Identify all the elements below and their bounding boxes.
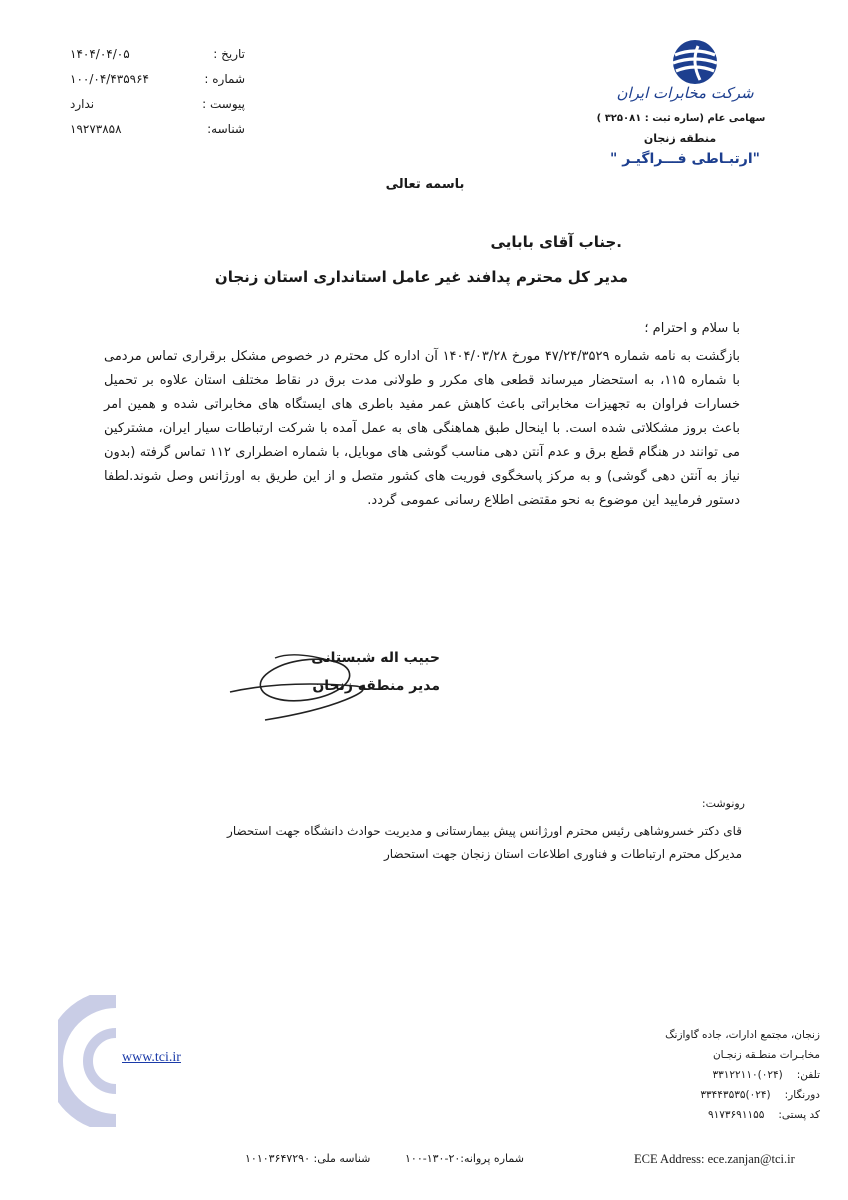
phone-row	[600, 1065, 820, 1085]
meta-id-label: شناسه:	[207, 122, 245, 136]
meta-date-value: ۱۴۰۴/۰۴/۰۵	[70, 47, 130, 61]
meta-id	[70, 117, 245, 142]
invocation: باسمه تعالی	[385, 177, 465, 192]
meta-date-label: تاریخ :	[213, 47, 245, 61]
cc-item: مدیرکل محترم ارتباطات و فناوری اطلاعات استان زنجان جهت استحضار	[383, 847, 742, 861]
website-link[interactable]: www.tci.ir	[122, 1050, 181, 1065]
meta-number-value: ۱۰۰/۰۴/۴۳۵۹۶۴	[70, 72, 149, 86]
phone-value: (۰۲۴)۳۳۱۲۲۱۱۰	[712, 1069, 783, 1081]
fax-label: دورنگار:	[784, 1089, 820, 1101]
company-registration: سهامی عام (ساره ثبت : ۳۲۵۰۸۱ )	[596, 113, 766, 124]
cc-item: قای دکتر خسروشاهی رئیس محترم اورژانس پیش بیمارستانی و مدیریت حوادث دانشگاه جهت استحضار	[227, 824, 742, 838]
meta-number	[70, 67, 245, 92]
meta-id-value: ۱۹۲۷۳۸۵۸	[70, 122, 122, 136]
greeting: با سلام و احترام ؛	[644, 321, 740, 336]
addressee-name: .جناب آقای بابایی	[490, 233, 622, 251]
fax-row	[600, 1085, 820, 1105]
address-line: مخابـرات منطـقه زنجـان	[712, 1049, 820, 1061]
address-line: زنجان، مجتمع ادارات، جاده گاوازنگ	[665, 1029, 820, 1041]
fax-value: (۰۲۴)۳۳۴۴۳۵۳۵	[700, 1089, 771, 1101]
footer-arc-logo-icon	[58, 995, 118, 1127]
meta-attachment-label: پیوست :	[202, 97, 245, 111]
postal-value: ۹۱۷۳۶۹۱۱۵۵	[707, 1109, 765, 1121]
signatory-name: حبیب اله شبستانی	[311, 650, 440, 666]
company-region: منطقه زنجان	[643, 132, 717, 145]
cc-list	[220, 820, 742, 866]
phone-label: تلفن:	[796, 1069, 820, 1081]
company-name: شرکت مخابرات ایران	[616, 84, 754, 102]
postal-label: کد پستی:	[778, 1109, 820, 1121]
cc-heading: رونوشت:	[701, 797, 745, 810]
letter-meta	[70, 42, 245, 142]
ece-address: ECE Address: ece.zanjan@tci.ir	[634, 1152, 795, 1166]
meta-attachment-value: ندارد	[70, 97, 95, 111]
addressee-title: مدیر کل محترم پدافند غیر عامل استانداری استان زنجان	[214, 268, 628, 286]
meta-number-label: شماره :	[204, 72, 245, 86]
license-number: شماره پروانه:۲۰-۱۳۰-۱۰۰	[405, 1152, 524, 1165]
meta-attachment	[70, 92, 245, 117]
signatory-title: مدیر منطقه زنجان	[312, 678, 440, 694]
national-id: شناسه ملی: ۱۰۱۰۳۶۴۷۲۹۰	[245, 1152, 371, 1165]
meta-date	[70, 42, 245, 67]
address-block	[600, 1025, 820, 1125]
letter-body: بازگشت به نامه شماره ۴۷/۲۴/۳۵۲۹ مورخ ۱۴۰۴/۰۳/۲۸ آن اداره کل محترم در خصوص مشکل برقراری تماس مردمی با شماره ۱۱۵، به استحضار میرساند قطعی های مکرر و طولانی مدت برق در نقاط مختلف استان علاوه بر تحمیل خسارات فراوان به تجهیزات مخابراتی باعث کاهش عمر مفید باطری های ایستگاه های مخابراتی شده و همین امر باعث بروز مشکلاتی شده است. با اینحال طبق هماهنگی های به عمل آمده با شرکت ارتباطات سیار ایران، مشترکین می توانند در هنگام قطع برق و عدم آنتن دهی مناسب گوشی های موبایل، با شماره اضطراری ۱۱۲ تماس گرفته (بدون نیاز به آنتن دهی گوشی) و به مرکز پاسخگوی فوریت های کشور متصل و از این طریق به اورژانس وصل شوند.لطفا دستور فرمایید این موضوع به نحو مقتضی اطلاع رسانی عمومی گردد.	[104, 349, 741, 508]
company-logo-icon	[667, 38, 723, 86]
postal-row	[600, 1105, 820, 1125]
company-slogan: " ارتبـاطی فـــراگیـر"	[610, 151, 760, 167]
